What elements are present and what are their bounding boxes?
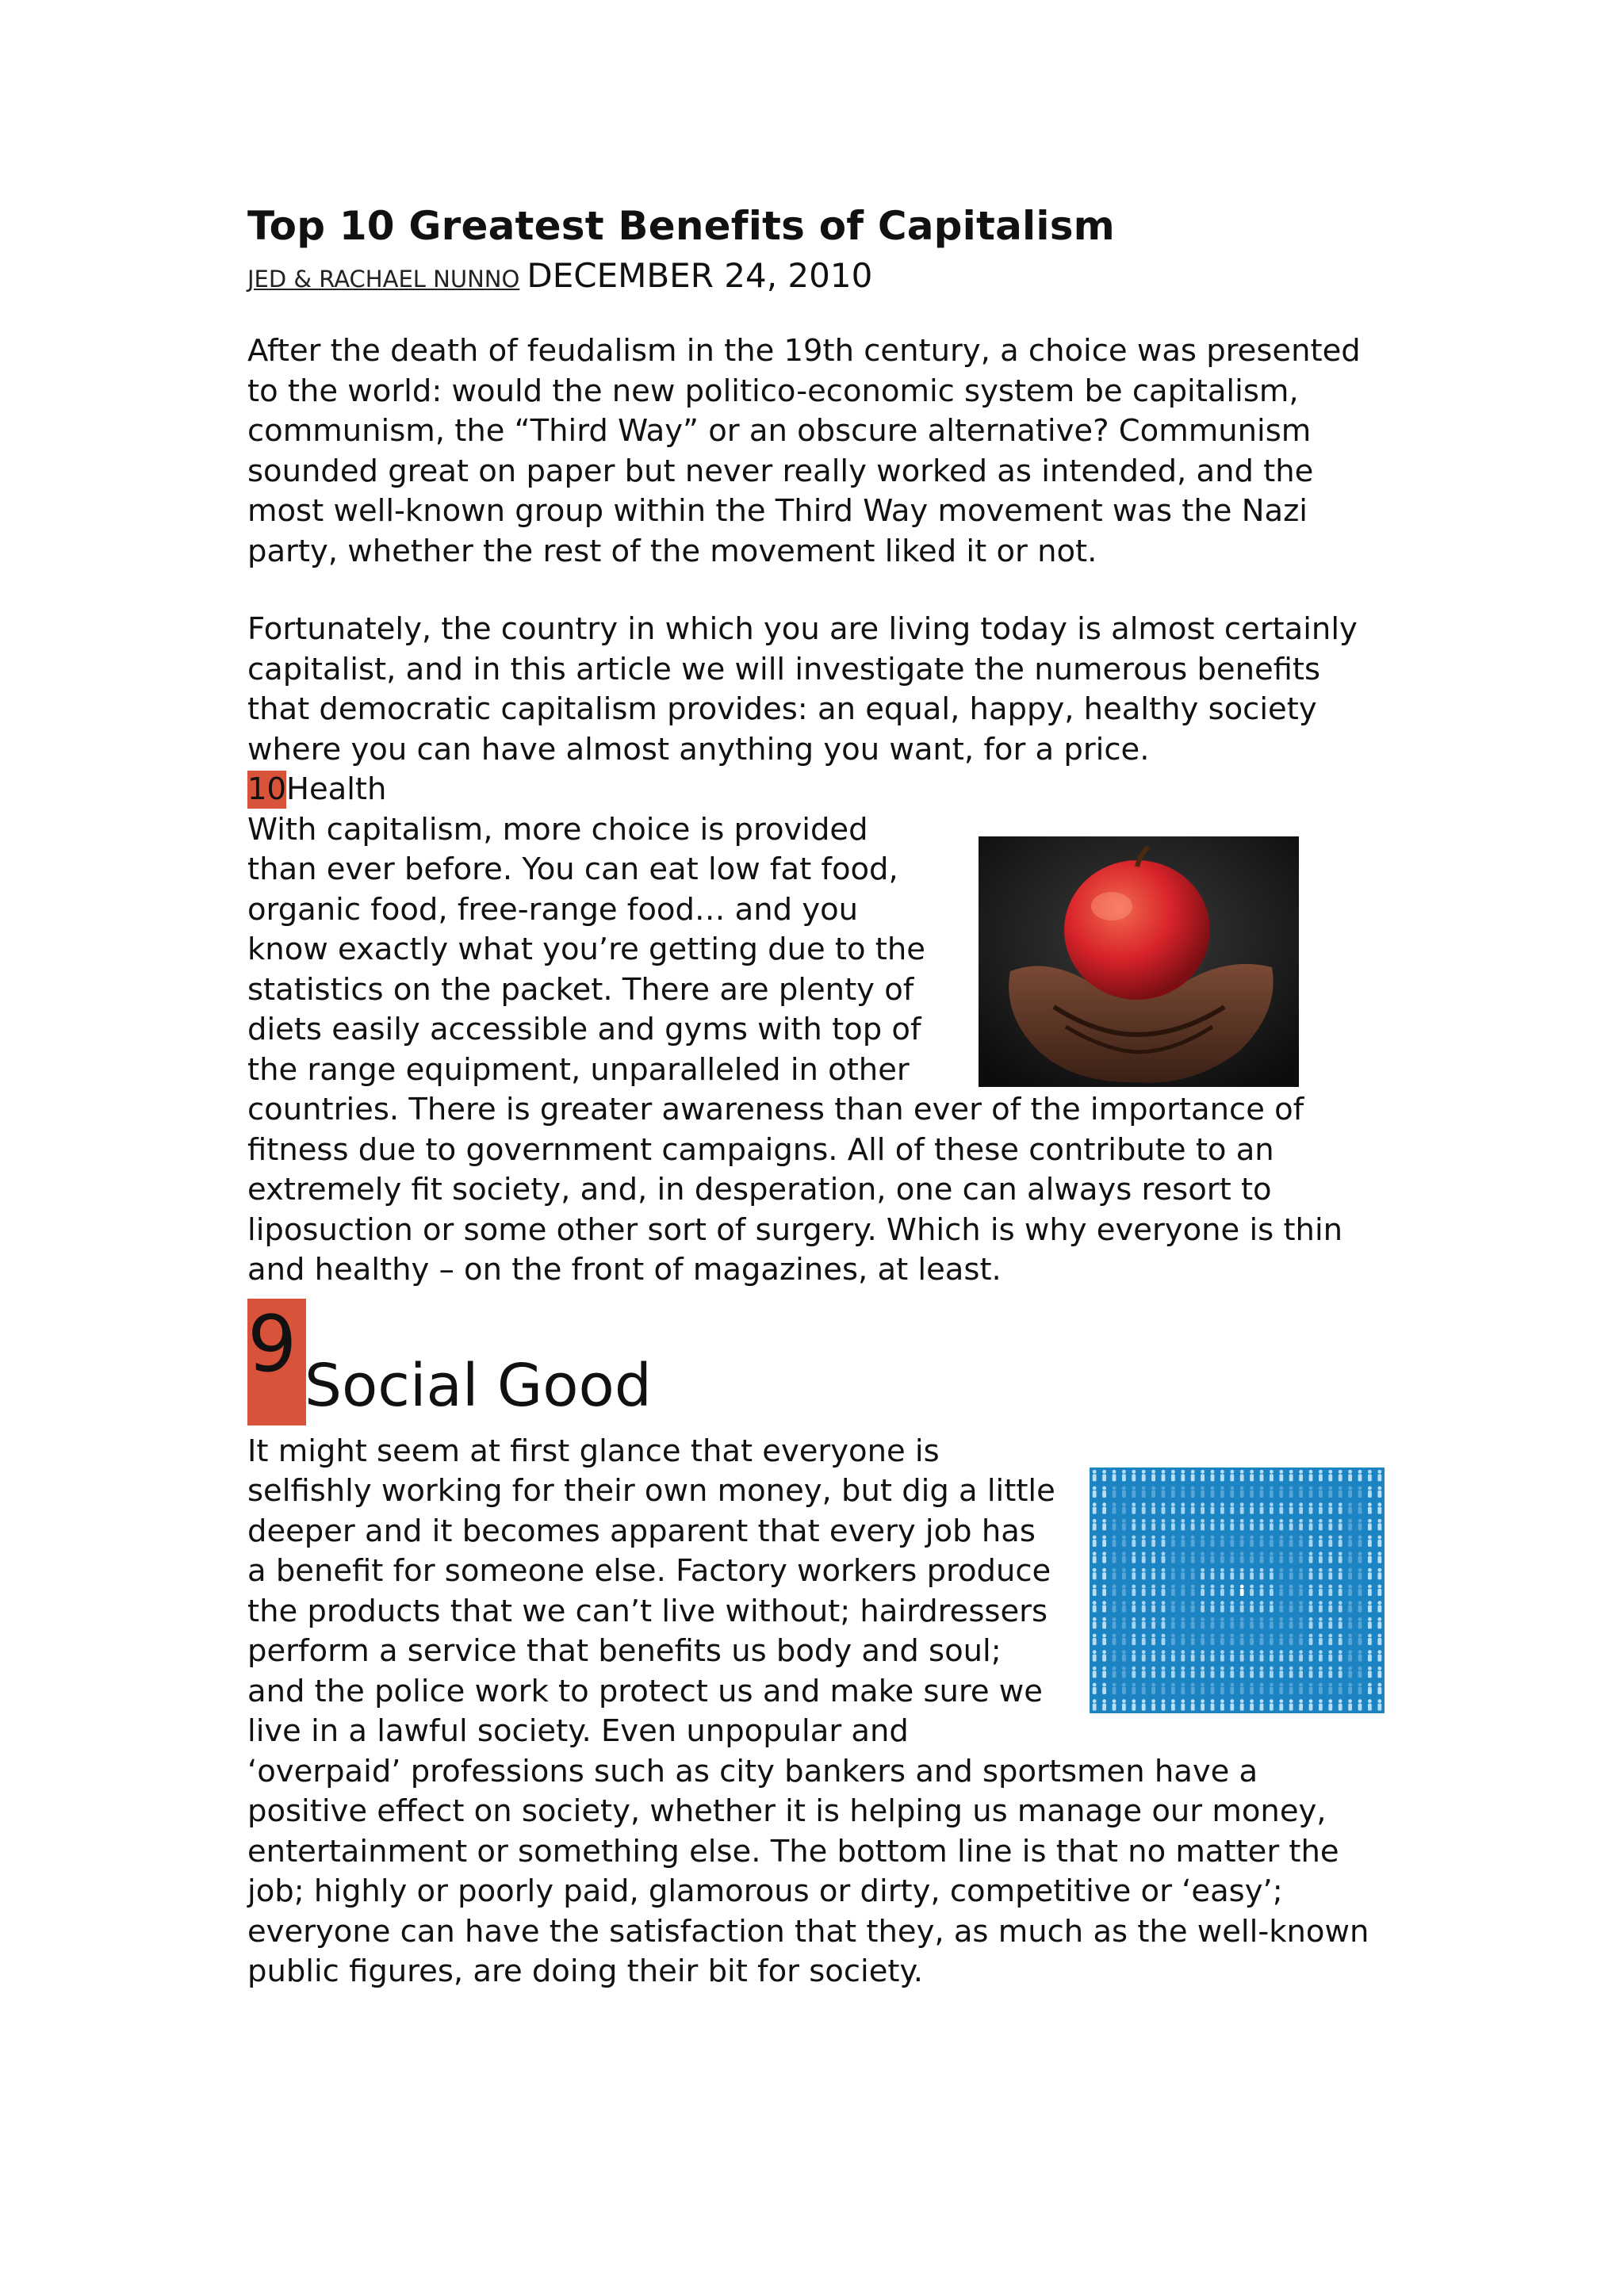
section-number-badge: 10	[247, 771, 286, 807]
apple-in-hands-image	[979, 836, 1299, 1087]
section-heading-health	[247, 770, 1381, 810]
intro-paragraph-1: After the death of feudalism in the 19th century, a choice was presented to the world: would the new politico-economic system be capitalism, communism, the “Third Way” or an obscure alternative? Communism sounded great on paper but never really worked as intended, and the most well-known group within the Third Way movement was the Nazi party, whether the rest of the movement liked it or not.	[247, 333, 1361, 569]
section-body: It might seem at first glance that everyone is selfishly working for their own money, but dig a little deeper and it becomes apparent that every job has a benefit for someone else. Factory workers produce the products that we can’t live without; hairdressers perform a service that benefits us body and soul; and the police work to protect us and make sure we live in a lawful society. Even unpopular and ‘overpaid’ professions such as city bankers and sportsmen have a positive effect on society, whether it is helping us manage our money, entertainment or something else. The bottom line is that no matter the job; highly or poorly paid, glamorous or dirty, competitive or ‘easy’; everyone can have the satisfaction that they, as much as the well-known public figures, are doing their bit for society.	[247, 1433, 1369, 1989]
section-heading-social-good	[247, 1299, 1381, 1432]
article-title: Top 10 Greatest Benefits of Capitalism	[247, 203, 1115, 249]
author-link[interactable]: JED & RACHAEL NUNNO	[247, 266, 520, 293]
section-number-badge: 9	[247, 1299, 297, 1390]
section-title: Social Good	[304, 1351, 652, 1420]
section-social-good	[247, 1432, 1381, 1992]
intro-paragraph-2: Fortunately, the country in which you are living today is almost certainly capitalist, and in this article we will investigate the numerous benefits that democratic capitalism provides: an equal, happy, healthy society where you can have almost anything you want, for a price.	[247, 611, 1358, 767]
section-title: Health	[286, 771, 387, 807]
byline	[247, 254, 1381, 300]
section-body: With capitalism, more choice is provided than ever before. You can eat low fat food, organic food, free-range food… and you know exactly what you’re getting due to the statistics on the packet. There are plenty of diets easily accessible and gyms with top of the range equipment, unparalleled in other countries. There is greater awareness than ever of the importance of fitness due to government campaigns. All of these contribute to an extremely fit society, and, in desperation, one can always resort to liposuction or some other sort of surgery. Which is why everyone is thin and healthy – on the front of magazines, at least.	[247, 811, 1343, 1288]
crowd-of-people-image	[1090, 1468, 1385, 1713]
publish-date: DECEMBER 24, 2010	[527, 256, 873, 295]
article	[247, 198, 1381, 1992]
section-health	[247, 810, 1381, 1291]
